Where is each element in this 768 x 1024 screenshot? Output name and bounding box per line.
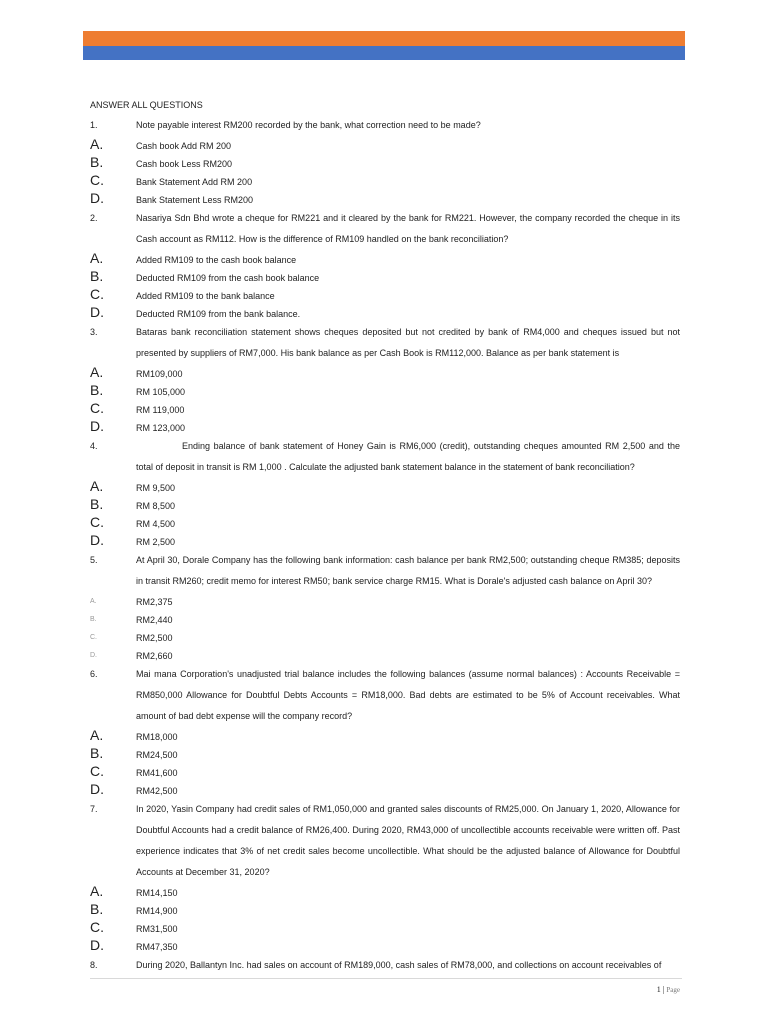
question-number: 8. bbox=[90, 960, 98, 970]
question-6 bbox=[90, 664, 680, 799]
option-text: RM14,900 bbox=[136, 906, 178, 916]
answer-option bbox=[90, 646, 680, 664]
question-body: At April 30, Dorale Company has the following bank information: cash balance per bank RM2,500; outstanding cheque RM385; deposits in transit RM260; credit memo for interest RM50; bank service charge RM15. What is Dorale's adjusted cash balance on April 30? bbox=[136, 555, 680, 586]
option-letter: D. bbox=[90, 652, 97, 659]
question-number: 2. bbox=[90, 213, 98, 223]
question-7 bbox=[90, 799, 680, 955]
question-number: 6. bbox=[90, 669, 98, 679]
option-letter: B. bbox=[90, 496, 104, 512]
answer-option bbox=[90, 628, 680, 646]
question-number: 4. bbox=[90, 441, 98, 451]
option-letter: C. bbox=[90, 514, 104, 530]
option-text: RM24,500 bbox=[136, 750, 178, 760]
option-letter: B. bbox=[90, 901, 104, 917]
answer-option bbox=[90, 382, 680, 400]
option-text: Cash book Less RM200 bbox=[136, 159, 233, 169]
option-text: RM2,375 bbox=[136, 597, 173, 607]
answer-option bbox=[90, 781, 680, 799]
option-text: RM 2,500 bbox=[136, 537, 176, 547]
question-number: 3. bbox=[90, 327, 98, 337]
option-text: RM31,500 bbox=[136, 924, 178, 934]
question-number: 5. bbox=[90, 555, 98, 565]
question-body: Mai mana Corporation's unadjusted trial balance includes the following balances (assume normal balances) : Accounts Receivable = RM850,000 Allowance for Doubtful Debts Accounts = RM18,000. Bad debts are estimated to be 5% of Account receivables. What amount of bad debt expense will the company record? bbox=[136, 669, 680, 721]
answer-option bbox=[90, 610, 680, 628]
option-text: RM109,000 bbox=[136, 369, 183, 379]
option-text: RM18,000 bbox=[136, 732, 178, 742]
option-letter: A. bbox=[90, 598, 97, 605]
answer-option bbox=[90, 496, 680, 514]
question-number: 1. bbox=[90, 120, 98, 130]
option-text: Cash book Add RM 200 bbox=[136, 141, 232, 151]
question-number: 7. bbox=[90, 804, 98, 814]
option-text: Added RM109 to the cash book balance bbox=[136, 255, 297, 265]
page-separator: | bbox=[662, 985, 665, 994]
answer-option bbox=[90, 364, 680, 382]
question-4 bbox=[90, 436, 680, 550]
answer-option bbox=[90, 418, 680, 436]
answer-option bbox=[90, 937, 680, 955]
option-text: RM42,500 bbox=[136, 786, 178, 796]
option-letter: C. bbox=[90, 172, 104, 188]
page-footer bbox=[657, 985, 680, 994]
option-text: RM 4,500 bbox=[136, 519, 176, 529]
option-letter: B. bbox=[90, 745, 104, 761]
answer-option bbox=[90, 304, 680, 322]
answer-option bbox=[90, 400, 680, 418]
option-letter: C. bbox=[90, 400, 104, 416]
option-letter: B. bbox=[90, 382, 104, 398]
option-text: RM 8,500 bbox=[136, 501, 176, 511]
page-label: Page bbox=[666, 986, 680, 994]
answer-option bbox=[90, 532, 680, 550]
answer-option bbox=[90, 514, 680, 532]
question-8 bbox=[90, 955, 680, 976]
question-2 bbox=[90, 208, 680, 322]
answer-option bbox=[90, 154, 680, 172]
answer-option bbox=[90, 901, 680, 919]
option-text: RM41,600 bbox=[136, 768, 178, 778]
option-letter: C. bbox=[90, 919, 104, 935]
option-text: RM 123,000 bbox=[136, 423, 186, 433]
question-3 bbox=[90, 322, 680, 436]
option-text: Deducted RM109 from the bank balance. bbox=[136, 309, 301, 319]
option-letter: D. bbox=[90, 532, 104, 548]
option-text: RM47,350 bbox=[136, 942, 178, 952]
answer-option bbox=[90, 172, 680, 190]
option-text: RM2,440 bbox=[136, 615, 173, 625]
page-heading: ANSWER ALL QUESTIONS bbox=[90, 100, 203, 110]
answer-option bbox=[90, 268, 680, 286]
answer-option bbox=[90, 190, 680, 208]
question-body: During 2020, Ballantyn Inc. had sales on account of RM189,000, cash sales of RM78,000, and collections on account receivables of bbox=[136, 960, 662, 970]
answer-option bbox=[90, 592, 680, 610]
option-text: RM 9,500 bbox=[136, 483, 176, 493]
option-text: Bank Statement Add RM 200 bbox=[136, 177, 253, 187]
question-text bbox=[90, 436, 680, 478]
answer-option bbox=[90, 478, 680, 496]
question-text bbox=[90, 955, 680, 976]
answer-option bbox=[90, 286, 680, 304]
option-text: Added RM109 to the bank balance bbox=[136, 291, 275, 301]
option-letter: D. bbox=[90, 190, 104, 206]
option-text: RM2,660 bbox=[136, 651, 173, 661]
option-letter: D. bbox=[90, 304, 104, 320]
option-letter: C. bbox=[90, 763, 104, 779]
option-text: RM2,500 bbox=[136, 633, 173, 643]
question-5 bbox=[90, 550, 680, 664]
option-letter: B. bbox=[90, 616, 97, 623]
answer-option bbox=[90, 727, 680, 745]
option-text: RM14,150 bbox=[136, 888, 178, 898]
option-letter: D. bbox=[90, 418, 104, 434]
option-letter: A. bbox=[90, 883, 104, 899]
answer-option bbox=[90, 763, 680, 781]
option-letter: A. bbox=[90, 250, 104, 266]
question-text bbox=[90, 115, 680, 136]
question-body: In 2020, Yasin Company had credit sales of RM1,050,000 and granted sales discounts of RM25,000. On January 1, 2020, Allowance for Doubtful Accounts had a credit balance of RM26,400. During 2020, RM43,000 of uncollectible accounts receivable were written off. Past experience indicates that 3% of net credit sales become uncollectible. What should be the adjusted balance of Allowance for Doubtful Accounts at December 31, 2020? bbox=[136, 804, 680, 877]
footer-divider bbox=[90, 978, 682, 979]
option-text: RM 119,000 bbox=[136, 405, 185, 415]
question-body: Nasariya Sdn Bhd wrote a cheque for RM221 and it cleared by the bank for RM221. However, the company recorded the cheque in its Cash account as RM112. How is the difference of RM109 handled on the bank reconciliation? bbox=[136, 213, 680, 244]
question-body: Bataras bank reconciliation statement shows cheques deposited but not credited by bank of RM4,000 and cheques issued but not presented by suppliers of RM7,000. His bank balance as per Cash Book is RM112,000. Balance as per bank statement is bbox=[136, 327, 680, 358]
option-letter: A. bbox=[90, 364, 104, 380]
page-number: 1 bbox=[656, 985, 661, 994]
option-letter: D. bbox=[90, 781, 104, 797]
question-text bbox=[90, 208, 680, 250]
option-letter: A. bbox=[90, 136, 104, 152]
question-text bbox=[90, 322, 680, 364]
option-text: RM 105,000 bbox=[136, 387, 186, 397]
option-letter: D. bbox=[90, 937, 104, 953]
option-letter: A. bbox=[90, 478, 104, 494]
option-letter: B. bbox=[90, 268, 104, 284]
question-body: Note payable interest RM200 recorded by the bank, what correction need to be made? bbox=[136, 120, 481, 130]
option-text: Bank Statement Less RM200 bbox=[136, 195, 254, 205]
answer-option bbox=[90, 883, 680, 901]
answer-option bbox=[90, 919, 680, 937]
answer-option bbox=[90, 250, 680, 268]
answer-option bbox=[90, 136, 680, 154]
header-blue-bar bbox=[83, 46, 685, 60]
question-text bbox=[90, 664, 680, 727]
option-letter: A. bbox=[90, 727, 104, 743]
option-text: Deducted RM109 from the cash book balance bbox=[136, 273, 320, 283]
question-1 bbox=[90, 115, 680, 208]
option-letter: C. bbox=[90, 286, 104, 302]
question-sheet bbox=[90, 98, 680, 976]
question-list bbox=[90, 115, 680, 976]
question-text bbox=[90, 799, 680, 883]
question-text bbox=[90, 550, 680, 592]
option-letter: C. bbox=[90, 634, 97, 641]
question-body: Ending balance of bank statement of Honey Gain is RM6,000 (credit), outstanding cheques amounted RM 2,500 and the total of deposit in transit is RM 1,000 . Calculate the adjusted bank statement balance in the statement of bank reconciliation? bbox=[136, 441, 680, 472]
header-orange-bar bbox=[83, 31, 685, 46]
answer-option bbox=[90, 745, 680, 763]
option-letter: B. bbox=[90, 154, 104, 170]
